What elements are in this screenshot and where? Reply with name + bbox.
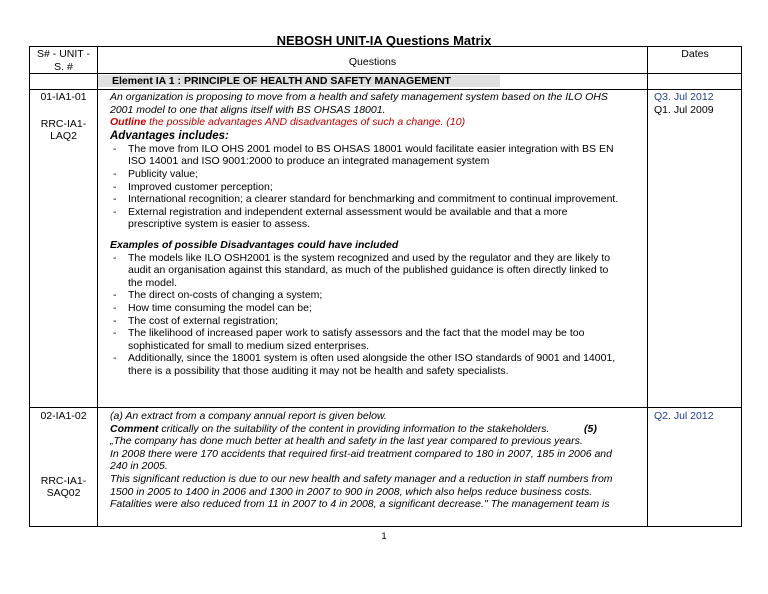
quote-line: Fatalities were also reduced from 11 in 2007 to 4 in 2008, a significant decrease." The management team is <box>110 498 610 511</box>
bullet-item <box>110 181 642 194</box>
header-col-code-line2: S. # <box>54 60 73 73</box>
header-col-dates: Dates <box>681 48 709 60</box>
row1-code-rrc-line1: RRC-IA1- <box>40 117 87 130</box>
questions-table <box>29 46 742 527</box>
row1-outline-text: the possible advantages AND disadvantages of such a change. (10) <box>146 116 466 129</box>
bullet-line: - International recognition; a clearer standard for benchmarking and commitment to continual improvement. <box>128 193 619 206</box>
row2-marks: (5) <box>584 422 597 435</box>
bullet-line: sophisticated for small to medium sized enterprises. <box>128 339 370 352</box>
bullet-line: - The move from ILO OHS 2001 model to BS OHSAS 18001 would facilitate easier integration with BS EN <box>128 142 614 155</box>
row1-intro-line1: An organization is proposing to move from a health and safety management system based on the ILO OHS <box>110 91 608 103</box>
bullet-line: ISO 14001 and ISO 9001:2000 to produce an integrated management system <box>128 155 490 168</box>
bullet-line: audit an organisation against this standard, as much of the published guidance is often directly linked to <box>128 264 609 277</box>
row2-code-rrc-line2: SAQ02 <box>46 487 81 500</box>
row2-comment <box>110 423 642 436</box>
bullet-line: - The likelihood of increased paper work to satisfy assessors and the fact that the model may be too <box>128 327 585 340</box>
quote-line: 1500 in 2005 to 1400 in 2006 and 1300 in 2007 to 900 in 2008, which also helps reduce business costs. <box>110 485 593 498</box>
section-divider <box>30 89 741 90</box>
column-divider <box>647 47 648 526</box>
row1-advantages-heading: Advantages includes: <box>110 129 229 142</box>
page-number: 1 <box>381 531 387 542</box>
bullet-item <box>110 193 642 206</box>
bullet-line: - The cost of external registration; <box>128 314 278 327</box>
element-heading: Element IA 1 : PRINCIPLE OF HEALTH AND SAFETY MANAGEMENT <box>98 75 500 87</box>
bullet-line: there is a possibility that those auditing it may not be health and safety specialists. <box>128 364 509 377</box>
header-col-code-line1: S# - UNIT - <box>37 48 90 60</box>
bullet-line: the model. <box>128 276 178 289</box>
bullet-line: - Publicity value; <box>128 167 199 180</box>
row2-question <box>110 410 642 511</box>
bullet-line: - The models like ILO OSH2001 is the system recognized and used by the regulator and they are likely to <box>128 251 611 264</box>
row2-quote <box>110 435 642 511</box>
row1-code-rrc-line2: LAQ2 <box>50 130 77 143</box>
row1-code-primary: 01-IA1-01 <box>40 91 87 103</box>
header-col-questions: Questions <box>348 56 397 68</box>
row1-date: Q1. Jul 2009 <box>654 103 714 116</box>
row1-outline-keyword: Outline <box>110 116 147 129</box>
bullet-item <box>110 168 642 181</box>
bullet-item <box>110 206 642 231</box>
row2-code-rrc-line1: RRC-IA1- <box>40 474 87 487</box>
row1-date: Q3. Jul 2012 <box>654 91 714 103</box>
row2-dates <box>654 410 744 423</box>
row1-advantages-list <box>110 143 642 231</box>
bullet-item <box>110 327 642 352</box>
bullet-item <box>110 315 642 328</box>
row1-code <box>30 91 97 143</box>
header-divider <box>30 73 741 74</box>
quote-line: „The company has done much better at health and safety in the last year compared to previous years. <box>110 435 583 448</box>
row2-code-primary: 02-IA1-02 <box>40 410 87 422</box>
row1-question <box>110 91 642 377</box>
row2-date: Q2. Jul 2012 <box>654 410 714 422</box>
column-divider <box>97 47 98 526</box>
bullet-item <box>110 289 642 302</box>
bullet-item <box>110 352 642 377</box>
row2-comment-keyword: Comment <box>110 422 159 435</box>
bullet-item <box>110 143 642 168</box>
row-divider <box>30 407 741 408</box>
row2-comment-text: critically on the suitability of the content in providing information to the stakeholders. <box>158 422 550 435</box>
bullet-line: - External registration and independent external assessment would be available and that a more <box>128 205 568 218</box>
row1-disadvantages-heading: Examples of possible Disadvantages could have included <box>110 238 399 251</box>
header-col-code <box>30 48 97 73</box>
bullet-line: - How time consuming the model can be; <box>128 301 312 314</box>
bullet-item <box>110 302 642 315</box>
row2-part-a: (a) An extract from a company annual report is given below. <box>110 410 387 422</box>
quote-line: In 2008 there were 170 accidents that required first-aid treatment compared to 180 in 2007, 185 in 2006 and <box>110 447 612 460</box>
row1-disadvantages-list <box>110 252 642 378</box>
bullet-line: - The direct on-costs of changing a system; <box>128 289 323 302</box>
bullet-line: - Additionally, since the 18001 system is often used alongside the other ISO standards of 9001 and 14001, <box>128 352 616 365</box>
quote-line: 240 in 2005. <box>110 460 168 473</box>
bullet-line: - Improved customer perception; <box>128 180 273 193</box>
row1-outline <box>110 116 642 129</box>
row1-dates <box>654 91 744 116</box>
bullet-line: prescriptive system is easier to assess. <box>128 218 311 231</box>
bullet-item <box>110 252 642 290</box>
quote-line: This significant reduction is due to our new health and safety manager and a reduction in staff numbers from <box>110 472 613 485</box>
document-title: NEBOSH UNIT-IA Questions Matrix <box>276 33 492 48</box>
row2-code <box>30 410 97 500</box>
row1-intro-line2: 2001 model to one that aligns itself with BS OHSAS 18001. <box>110 103 386 116</box>
